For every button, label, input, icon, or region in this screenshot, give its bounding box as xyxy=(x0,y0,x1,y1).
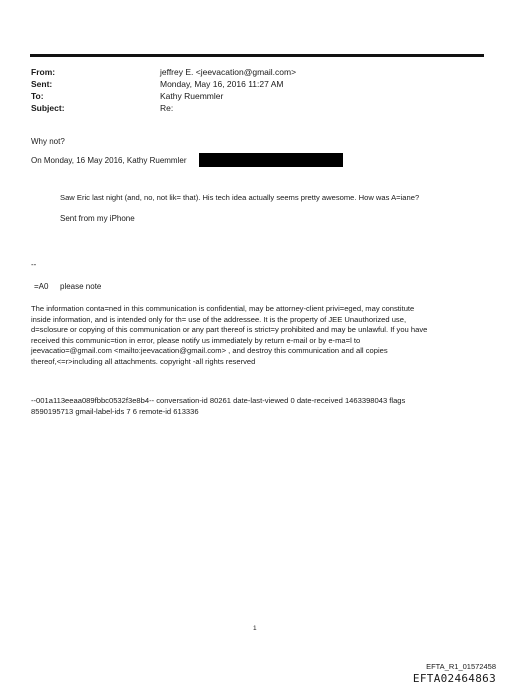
reply-text: Why not? xyxy=(31,137,65,146)
subject-value: Re: xyxy=(160,103,174,113)
page-number: 1 xyxy=(253,625,257,632)
note-text: please note xyxy=(60,282,102,291)
separator: -- xyxy=(31,260,37,269)
message-metadata xyxy=(31,396,501,417)
disclaimer-line: The information conta=ned in this communication is confidential, may be attorney-client privi=eged, may constitute xyxy=(31,304,415,313)
metadata-line: 8590195713 gmail-label-ids 7 6 remote-id 613336 xyxy=(31,406,199,416)
disclaimer-line: received this communic=tion in error, please notify us immediately by return e-mail or by e-ma=l to xyxy=(31,335,361,345)
bates-ref-secondary: EFTA02464863 xyxy=(412,672,496,685)
quote-intro: On Monday, 16 May 2016, Kathy Ruemmler xyxy=(31,156,187,165)
disclaimer-line: thereof,<=r>including all attachments. copyright -all rights reserved xyxy=(31,356,256,366)
disclaimer-line: jeevacatio=@gmail.com <mailto:jeevacation@gmail.com> , and destroy this communication and all copies xyxy=(31,346,388,356)
quoted-message: Saw Eric last night (and, no, not lik= that). His tech idea actually seems pretty awesome. How was A=iane? xyxy=(60,193,420,202)
header-rule xyxy=(30,54,484,57)
to-value: Kathy Ruemmler xyxy=(160,91,224,101)
signature: Sent from my iPhone xyxy=(60,214,135,223)
disclaimer-line: d=sclosure or copying of this communication or any part thereof is strict=y prohibited and may be unlawful. If you have xyxy=(31,325,428,335)
note-marker: =A0 xyxy=(34,282,49,291)
redaction-block xyxy=(199,153,343,167)
disclaimer-line: inside information, and is intended only for th= use of the addressee. It is the property of JEE Unauthorized use, xyxy=(31,314,407,324)
from-label: From: xyxy=(31,67,56,77)
to-label: To: xyxy=(31,91,44,101)
disclaimer xyxy=(31,304,501,368)
from-value: jeffrey E. <jeevacation@gmail.com> xyxy=(160,67,297,77)
metadata-line: --001a113eeaa089fbbc0532f3e8b4-- conversation-id 80261 date-last-viewed 0 date-received 1463398043 flags xyxy=(31,396,406,405)
subject-label: Subject: xyxy=(31,103,65,113)
sent-label: Sent: xyxy=(31,79,53,89)
bates-ref-primary: EFTA_R1_01572458 xyxy=(426,662,496,671)
sent-value: Monday, May 16, 2016 11:27 AM xyxy=(160,79,284,89)
